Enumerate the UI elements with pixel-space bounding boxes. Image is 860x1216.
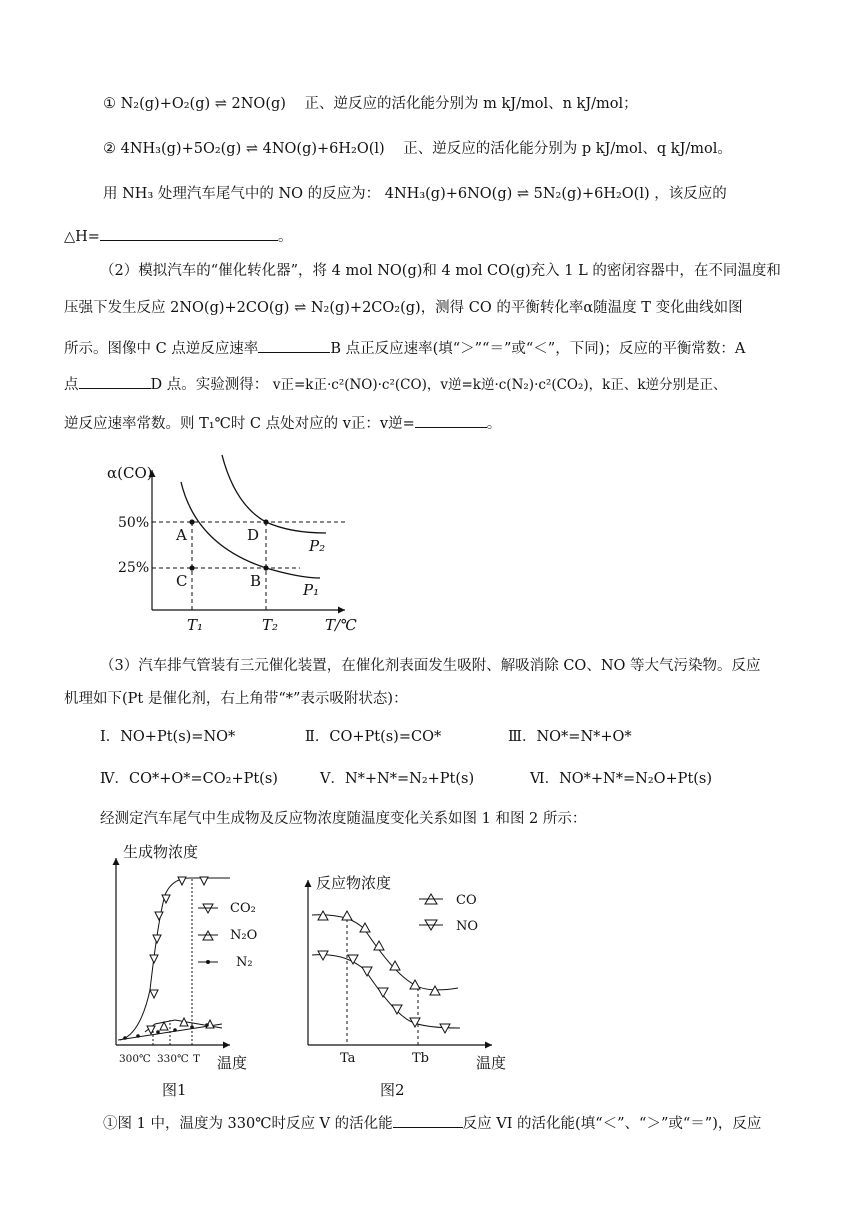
mechanism-step-5: Ⅴ．N*+N*=N₂+Pt(s)	[320, 771, 475, 787]
label-p1: P₁	[303, 581, 320, 599]
fig1-y-label: 生成物浓度	[123, 843, 199, 861]
circled-number-1: ①	[103, 96, 116, 112]
x-tick-t1: T₁	[187, 616, 204, 634]
fig2-co-curve	[312, 915, 458, 990]
fig2-x-label: 温度	[476, 1054, 507, 1072]
delta-h-end: 。	[277, 229, 293, 245]
circled-number-2: ②	[103, 141, 116, 157]
point-c	[189, 565, 194, 570]
label-d: D	[247, 526, 260, 544]
answer-blank-rate-ratio[interactable]	[415, 413, 487, 428]
part2-equation: 2NO(g)+2CO(g) ⇌ N₂(g)+2CO₂(g)	[170, 300, 421, 316]
reaction-1-text: 正、逆反应的活化能分别为 m kJ/mol、n kJ/mol；	[304, 96, 638, 112]
part2-line-4	[64, 374, 727, 396]
mechanism-step-4: Ⅳ．CO*+O*=CO₂+Pt(s)	[100, 771, 278, 787]
reaction-2-equation: 4NH₃(g)+5O₂(g) ⇌ 4NO(g)+6H₂O(l)	[120, 141, 385, 157]
reaction-2-text: 正、逆反应的活化能分别为 p kJ/mol、q kJ/mol。	[403, 141, 732, 157]
label-b: B	[250, 572, 262, 590]
fig2-legend-co: CO	[456, 893, 477, 908]
nh3-text: 用 NH₃ 处理汽车尾气中的 NO 的反应为：	[103, 186, 381, 202]
reaction-2-line	[103, 138, 732, 160]
fig2-x-tick-ta: Ta	[340, 1051, 356, 1066]
point-b	[263, 565, 268, 570]
x-axis-label: T/℃	[325, 616, 357, 634]
curve-p1	[181, 482, 320, 578]
question-1a: ①图 1 中，温度为 330℃时反应 V 的活化能	[103, 1116, 393, 1132]
point-d	[263, 519, 268, 524]
fig1-co2-curve	[120, 878, 230, 1040]
fig1-legend-n2o: N₂O	[230, 928, 258, 943]
question-1b: 反应 VI 的活化能(填“＜”、“＞”或“＝”)，反应	[462, 1116, 762, 1132]
answer-blank-rate-compare[interactable]	[258, 338, 330, 353]
delta-h-line	[64, 226, 292, 248]
rate-law-equation: v正=k正·c²(NO)·c²(CO)，v逆=k逆·c(N₂)·c²(CO₂)	[272, 377, 589, 393]
fig2-y-label: 反应物浓度	[316, 874, 392, 892]
point-a	[189, 519, 194, 524]
mechanism-step-1: Ⅰ．NO+Pt(s)=NO*	[100, 729, 236, 745]
part2-line-3b: B 点正反应速率(填“＞”“＝”或“＜”，下同)；反应的平衡常数：A	[330, 341, 746, 357]
x-tick-t2: T₂	[262, 616, 279, 634]
fig1-n2-line	[118, 1024, 222, 1040]
part2-line-4b: D 点。实验测得：	[150, 377, 269, 393]
nh3-reaction-line	[103, 183, 727, 205]
curve-p2	[222, 455, 326, 533]
y-tick-25: 25%	[118, 560, 150, 576]
fig2-caption: 图2	[380, 1081, 405, 1099]
reaction-1-line	[103, 93, 638, 115]
reaction-1-equation: N₂(g)+O₂(g) ⇌ 2NO(g)	[120, 96, 286, 112]
answer-blank-k-compare[interactable]	[79, 374, 151, 389]
answer-blank-delta-h[interactable]	[100, 226, 278, 241]
delta-h-label: △H=	[64, 229, 100, 245]
part3-line-3: 经测定汽车尾气中生成物及反应物浓度随温度变化关系如图 1 和图 2 所示：	[100, 811, 587, 827]
y-axis-label: α(CO)	[107, 464, 153, 482]
part3-line-2: 机理如下(Pt 是催化剂，右上角带“*”表示吸附状态)：	[64, 691, 408, 707]
part2-line-4a: 点	[64, 377, 79, 393]
nh3-equation: 4NH₃(g)+6NO(g) ⇌ 5N₂(g)+6H₂O(l)	[384, 186, 650, 202]
fig1-x-label: 温度	[217, 1054, 248, 1072]
fig2-legend-no: NO	[456, 919, 479, 934]
question-1-line	[103, 1113, 761, 1135]
mechanism-step-6: Ⅵ．NO*+N*=N₂O+Pt(s)	[530, 771, 713, 787]
mechanism-step-3: Ⅲ．NO*=N*+O*	[508, 729, 632, 745]
part2-line-5a: 逆反应速率常数。则 T₁℃时 C 点处对应的 v正：v逆=	[64, 416, 415, 432]
part2-line-3	[64, 338, 745, 360]
part2-line-5b: 。	[486, 416, 502, 432]
mechanism-step-2: Ⅱ．CO+Pt(s)=CO*	[305, 729, 442, 745]
part2-line-5	[64, 413, 501, 435]
y-tick-50: 50%	[118, 515, 150, 531]
answer-blank-activation-energy[interactable]	[393, 1113, 463, 1128]
label-c: C	[176, 572, 188, 590]
fig2-x-tick-tb: Tb	[412, 1051, 429, 1066]
fig1-legend-n2: N₂	[236, 955, 253, 970]
label-a: A	[176, 526, 187, 544]
part2-line-3a: 所示。图像中 C 点逆反应速率	[64, 341, 259, 357]
fig2-no-curve	[312, 955, 460, 1028]
part2-line-4c: ，k正、k逆分别是正、	[588, 377, 727, 393]
nh3-tail: ，该反应的	[654, 186, 727, 202]
fig1-x-tick-300: 300℃	[119, 1053, 151, 1065]
fig1-legend-co2: CO₂	[230, 901, 256, 916]
fig1-caption: 图1	[162, 1081, 187, 1099]
part2-line-1: （2）模拟汽车的“催化转化器”，将 4 mol NO(g)和 4 mol CO(g)充入 1 L 的密闭容器中，在不同温度和	[100, 263, 781, 279]
part3-line-1: （3）汽车排气管装有三元催化装置，在催化剂表面发生吸附、解吸消除 CO、NO 等大气污染物。反应	[100, 658, 761, 674]
fig1-x-tick-t: T	[193, 1053, 201, 1065]
label-p2: P₂	[309, 537, 326, 555]
part2-line-2	[64, 297, 743, 319]
part2-line-2b: ，测得 CO 的平衡转化率α随温度 T 变化曲线如图	[420, 300, 743, 316]
fig1-x-tick-330: 330℃	[157, 1053, 189, 1065]
part2-line-2a: 压强下发生反应	[64, 300, 166, 316]
